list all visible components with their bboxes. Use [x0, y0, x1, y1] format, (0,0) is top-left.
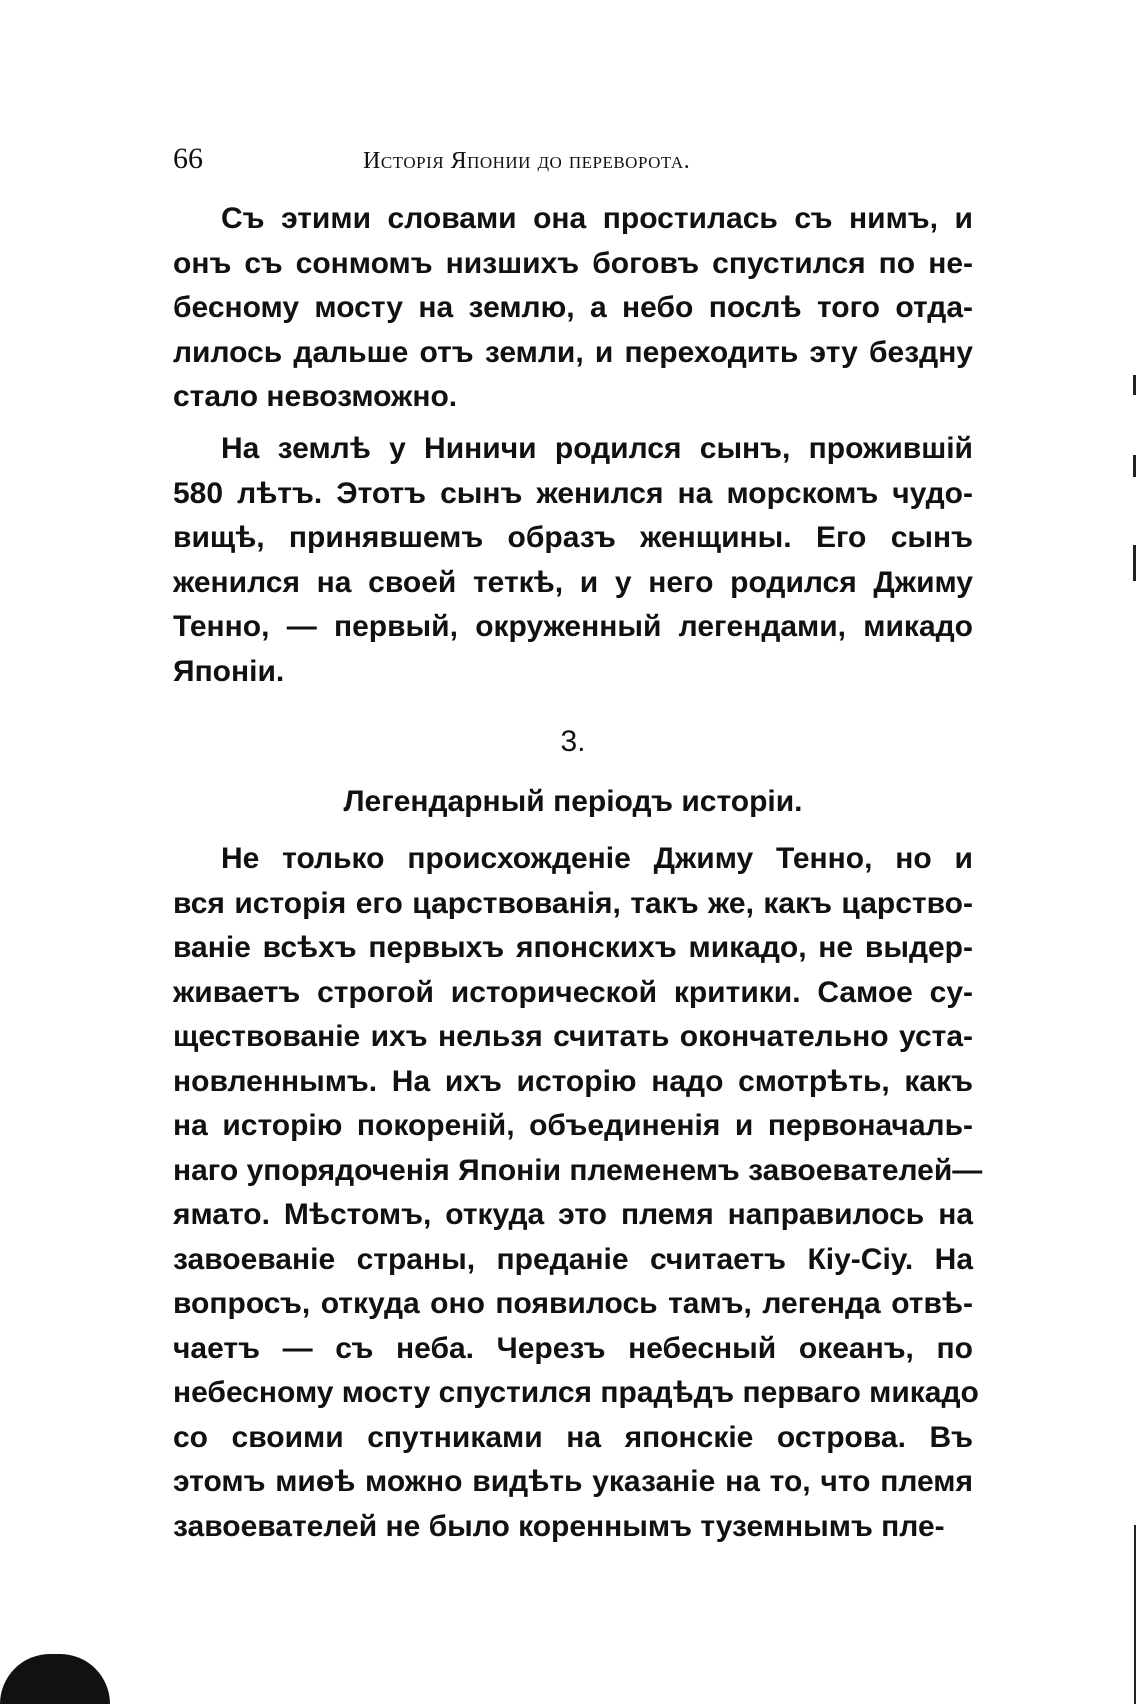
- text-line: вопросъ, откуда оно появилось тамъ, легенда отвѣ-: [173, 1287, 973, 1320]
- text-line: Не только происхожденіе Джиму Тенно, но и: [221, 842, 973, 875]
- paragraph-3: [173, 837, 983, 1549]
- text-line: на исторію покореній, объединенія и первоначаль-: [173, 1109, 973, 1142]
- text-line: завоеваніе страны, преданіе считаетъ Кіу-Сіу. На: [173, 1242, 973, 1276]
- text-line: ществованіе ихъ нельзя считать окончательно уста-: [173, 1020, 973, 1053]
- paragraph-1: [173, 197, 973, 420]
- scan-edge-mark: [1134, 1525, 1136, 1704]
- text-line: чаетъ — съ неба. Черезъ небесный океанъ, по: [173, 1331, 973, 1365]
- running-header: [173, 136, 805, 182]
- section-number: 3.: [560, 725, 586, 758]
- section-title: Легендарный періодъ исторіи.: [343, 785, 803, 818]
- text-line: живаетъ строгой исторической критики. Самое су-: [173, 975, 973, 1009]
- text-line: лилось дальше отъ земли, и переходить эту бездну: [173, 335, 973, 369]
- text-line: Японіи.: [173, 654, 285, 688]
- text-line: вся исторія его царствованія, такъ же, какъ царство-: [173, 886, 973, 920]
- paragraph-2: [173, 427, 973, 694]
- scan-edge-mark: [1133, 455, 1136, 477]
- text-line: этомъ миѳѣ можно видѣть указаніе на то, что племя: [173, 1465, 973, 1498]
- text-line: На землѣ у Ниничи родился сынъ, прожившій: [221, 432, 973, 465]
- page-number: 66: [173, 142, 203, 175]
- text-line: Тенно, — первый, окруженный легендами, микадо: [173, 610, 973, 643]
- text-line: наго упорядоченія Японіи племенемъ завоевателей—: [173, 1153, 983, 1187]
- text-line: завоевателей не было кореннымъ туземнымъ пле-: [173, 1509, 945, 1543]
- text-line: онъ съ сонмомъ низшихъ боговъ спустился по не-: [173, 246, 973, 280]
- scan-artifact: [0, 1654, 110, 1704]
- scan-edge-mark: [1133, 545, 1136, 581]
- text-line: со своими спутниками на японскіе острова. Въ: [173, 1420, 973, 1454]
- running-title: Исторія Японии до переворота.: [363, 148, 691, 174]
- text-line: новленнымъ. На ихъ исторію надо смотрѣть, какъ: [173, 1064, 973, 1098]
- text-line: Съ этими словами она простилась съ нимъ, и: [221, 202, 973, 235]
- text-line: вищѣ, принявшемъ образъ женщины. Его сынъ: [173, 521, 973, 554]
- text-line: женился на своей теткѣ, и у него родился Джиму: [173, 565, 973, 599]
- scan-edge-mark: [1133, 375, 1136, 395]
- text-line: ямато. Мѣстомъ, откуда это племя направилось на: [173, 1198, 973, 1231]
- text-line: 580 лѣтъ. Этотъ сынъ женился на морскомъ чудо-: [173, 476, 973, 510]
- text-line: бесному мосту на землю, а небо послѣ того отда-: [173, 291, 973, 324]
- text-line: небесному мосту спустился прадѣдъ перваго микадо: [173, 1376, 979, 1409]
- text-line: стало невозможно.: [173, 380, 458, 413]
- text-line: ваніе всѣхъ первыхъ японскихъ микадо, не выдер-: [173, 931, 973, 964]
